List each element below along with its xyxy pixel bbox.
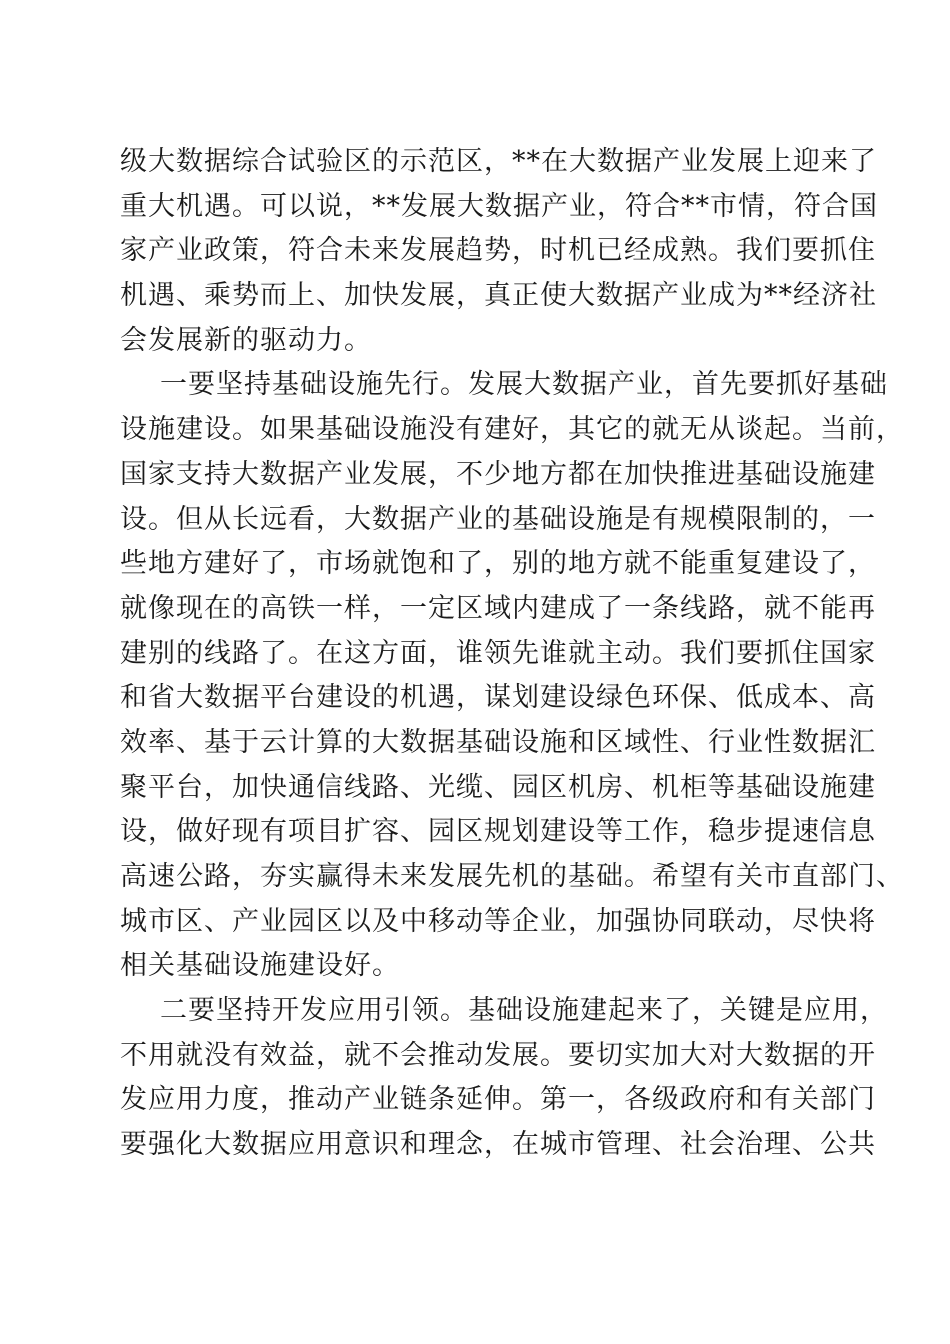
text-line: 重大机遇。可以说，**发展大数据产业，符合**市情，符合国 — [120, 190, 878, 222]
text-line: 高速公路，夯实赢得未来发展先机的基础。希望有关市直部门、 — [120, 861, 904, 892]
text-line: 聚平台，加快通信线路、光缆、园区机房、机柜等基础设施建 — [120, 771, 876, 803]
paragraph-first-line: 一要坚持基础设施先行。发展大数据产业，首先要抓好基础 — [160, 369, 888, 401]
text-line: 发应用力度，推动产业链条延伸。第一，各级政府和有关部门 — [120, 1084, 876, 1116]
text-line: 些地方建好了，市场就饱和了，别的地方就不能重复建设了， — [120, 548, 876, 580]
text-line: 设，做好现有项目扩容、园区规划建设等工作，稳步提速信息 — [120, 816, 876, 848]
text-line: 不用就没有效益，就不会推动发展。要切实加大对大数据的开 — [120, 1039, 876, 1071]
text-line: 城市区、产业园区以及中移动等企业，加强协同联动，尽快将 — [120, 905, 876, 937]
paragraph-first-line: 二要坚持开发应用引领。基础设施建起来了，关键是应用， — [160, 995, 888, 1027]
text-line: 级大数据综合试验区的示范区，**在大数据产业发展上迎来了 — [120, 146, 877, 177]
text-line: 相关基础设施建设好。 — [120, 950, 400, 982]
document-body — [120, 140, 904, 1168]
text-line: 家产业政策，符合未来发展趋势，时机已经成熟。我们要抓住 — [120, 235, 876, 267]
text-line: 会发展新的驱动力。 — [120, 324, 372, 356]
text-line: 效率、基于云计算的大数据基础设施和区域性、行业性数据汇 — [120, 726, 876, 758]
text-line: 设施建设。如果基础设施没有建好，其它的就无从谈起。当前， — [120, 414, 904, 446]
text-line: 国家支持大数据产业发展，不少地方都在加快推进基础设施建 — [120, 458, 876, 490]
text-line: 就像现在的高铁一样，一定区域内建成了一条线路，就不能再 — [120, 592, 876, 624]
text-line: 设。但从长远看，大数据产业的基础设施是有规模限制的，一 — [120, 503, 876, 535]
text-line: 建别的线路了。在这方面，谁领先谁就主动。我们要抓住国家 — [120, 637, 876, 669]
text-line: 和省大数据平台建设的机遇，谋划建设绿色环保、低成本、高 — [120, 682, 876, 714]
text-line: 要强化大数据应用意识和理念，在城市管理、社会治理、公共 — [120, 1129, 876, 1161]
text-line: 机遇、乘势而上、加快发展，真正使大数据产业成为**经济社 — [120, 280, 877, 312]
